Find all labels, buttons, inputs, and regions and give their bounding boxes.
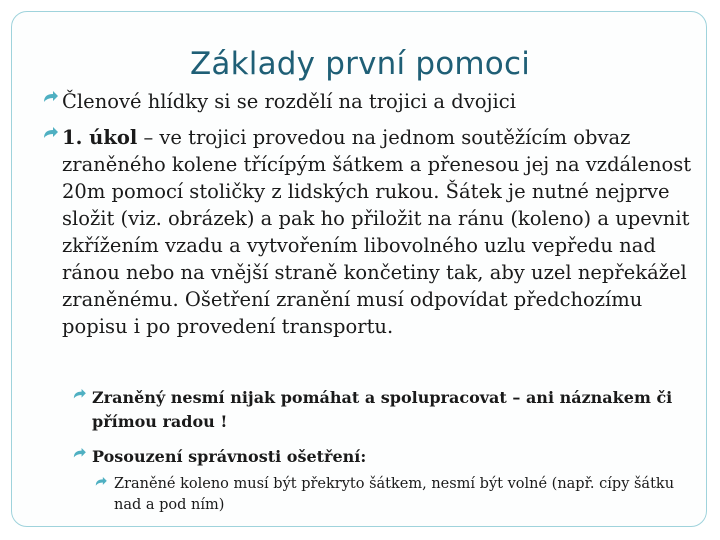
bullet-text: Členové hlídky si se rozdělí na trojici a dvojici (62, 90, 516, 113)
bullet-level2-injured (92, 386, 702, 434)
curved-arrow-bullet-icon (42, 88, 58, 115)
task-label: 1. úkol (62, 126, 138, 149)
bullet-level1-teams (62, 88, 702, 115)
curved-arrow-bullet-icon (72, 445, 86, 469)
curved-arrow-bullet-icon (94, 474, 107, 495)
slide-title: Základy první pomoci (189, 46, 531, 82)
curved-arrow-bullet-icon (72, 386, 86, 410)
bullet-level1-task (62, 124, 702, 340)
bullet-level2-assessment (92, 445, 702, 469)
bullet-text: – ve trojici provedou na jednom soutěžícím obvaz zraněného kolene třícípým šátkem a přenesou jej na vzdálenost 20m pomocí stoličky z lidských rukou. Šátek je nutné nejprve složit (viz. obrázek) a pak ho přiložit na ránu (koleno) a upevnit zkřížením vzadu a vytvořením libovolného uzlu vepředu nad ránou nebo na vnější straně končetiny tak, aby uzel nepřekážel zraněnému. Ošetření zranění musí odpovídat předchozímu popisu i po provedení transportu. (62, 126, 692, 338)
bullet-text: Zraněné koleno musí být překryto šátkem, nesmí být volné (např. cípy šátku nad a pod ním) (114, 476, 675, 513)
bullet-text: Zraněný nesmí nijak pomáhat a spolupracovat – ani náznakem či přímou radou ! (92, 388, 673, 431)
bullet-text: Posouzení správnosti ošetření: (92, 447, 367, 466)
bullet-level3-knee (114, 474, 694, 516)
curved-arrow-bullet-icon (42, 124, 58, 151)
